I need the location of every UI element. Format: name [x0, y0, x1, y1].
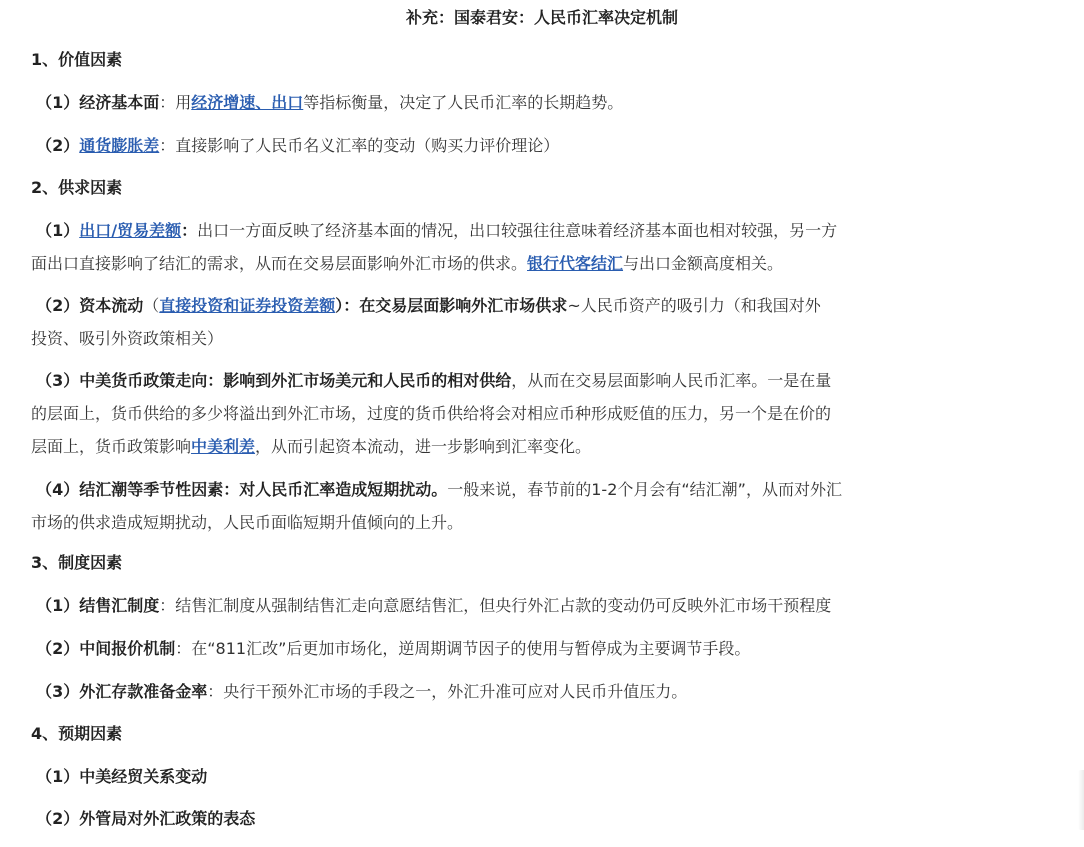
item-text-line2: 投资、吸引外资政策相关） [31, 329, 224, 348]
item-text: 等指标衡量，决定了人民币汇率的长期趋势。 [303, 93, 624, 112]
paragraph-monetary-policy [31, 364, 1057, 463]
item-text-line2: 的层面上，货币供给的多少将溢出到外汇市场，过度的货币供给将会对相应币种形成贬值的压力，另一个是在价的 [31, 404, 832, 423]
item-text-line3a: 层面上，货币政策影响 [31, 437, 192, 456]
item-text-line1: ，从而在交易层面影响人民币汇率。一是在量 [511, 371, 832, 390]
paren-close: ）： [335, 296, 360, 315]
item-number: （3） [36, 682, 80, 701]
section-heading-expectations: 4、预期因素 [31, 724, 123, 743]
paragraph-capital-flows [31, 289, 1057, 355]
paragraph-trade-relations [31, 760, 1057, 793]
item-text-line1: ~人民币资产的吸引力（和我国对外 [567, 296, 821, 315]
item-text-line2: 面出口直接影响了结汇的需求，从而在交易层面影响外汇市场的供求。 [31, 254, 528, 273]
item-number: （3） [36, 371, 80, 390]
item-text-line1: 一般来说，春节前的1-2个月会有“结汇潮”，从而对外汇 [447, 480, 842, 499]
item-text: ：央行干预外汇市场的手段之一，外汇升准可应对人民币升值压力。 [207, 682, 688, 701]
item-heading: 外汇存款准备金率 [79, 682, 208, 701]
paragraph-economic-fundamentals [31, 86, 1057, 119]
item-number: （4） [36, 480, 80, 499]
section-heading-supply-demand: 2、供求因素 [31, 178, 123, 197]
paragraph-inflation-differential [31, 129, 1057, 162]
item-heading: 中美货币政策走向：影响到外汇市场美元和人民币的相对供给 [79, 371, 512, 390]
item-heading: 外管局对外汇政策的表态 [79, 809, 256, 828]
paragraph-safe-policy-statements [31, 802, 1057, 835]
section-heading-value-factors: 1、价值因素 [31, 50, 123, 69]
link-exports-trade-balance[interactable]: 出口/贸易差额 [79, 221, 182, 240]
item-text: ：在“811汇改”后更加市场化，逆周期调节因子的使用与暂停成为主要调节手段。 [175, 639, 751, 658]
item-bold-text: 在交易层面影响外汇市场供求 [359, 296, 568, 315]
item-text-line2: 市场的供求造成短期扰动，人民币面临短期升值倾向的上升。 [31, 513, 464, 532]
item-colon: ：用 [159, 93, 192, 112]
item-number: （2） [36, 296, 80, 315]
paren-open: （ [143, 296, 160, 315]
item-number: （2） [36, 136, 80, 155]
item-number: （2） [36, 639, 80, 658]
item-number: （1） [36, 93, 80, 112]
item-number: （2） [36, 809, 80, 828]
link-us-china-rate-spread[interactable]: 中美利差 [191, 437, 256, 456]
paragraph-exports-trade-balance [31, 214, 1057, 280]
link-fdi-portfolio-balance[interactable]: 直接投资和证券投资差额 [159, 296, 336, 315]
item-heading: 结汇潮等季节性因素：对人民币汇率造成短期扰动。 [79, 480, 448, 499]
item-number: （1） [36, 767, 80, 786]
item-text-line2-end: 与出口金额高度相关。 [623, 254, 784, 273]
item-heading: 结售汇制度 [79, 596, 160, 615]
link-growth-exports[interactable]: 经济增速、出口 [191, 93, 304, 112]
item-number: （1） [36, 221, 80, 240]
item-text: ：直接影响了人民币名义汇率的变动（购买力评价理论） [159, 136, 560, 155]
item-text: ：结售汇制度从强制结售汇走向意愿结售汇，但央行外汇占款的变动仍可反映外汇市场干预程度 [159, 596, 832, 615]
item-text-line1: 出口一方面反映了经济基本面的情况，出口较强往往意味着经济基本面也相对较强，另一方 [197, 221, 838, 240]
link-bank-fx-settlement[interactable]: 银行代客结汇 [527, 254, 624, 273]
page-title: 补充：国泰君安：人民币汇率决定机制 [405, 8, 678, 27]
paragraph-central-parity-mechanism [31, 632, 1057, 665]
item-colon: ： [181, 221, 198, 240]
item-heading: 资本流动 [79, 296, 144, 315]
item-number: （1） [36, 596, 80, 615]
item-heading: 中间报价机制 [79, 639, 176, 658]
scrollbar-edge[interactable] [1078, 770, 1084, 830]
item-text-line3b: ，从而引起资本流动，进一步影响到汇率变化。 [255, 437, 592, 456]
paragraph-seasonal-factors [31, 473, 1057, 539]
section-heading-institutional: 3、制度因素 [31, 553, 123, 572]
paragraph-fx-settlement-system [31, 589, 1057, 622]
item-heading: 经济基本面 [79, 93, 160, 112]
item-heading: 中美经贸关系变动 [79, 767, 208, 786]
paragraph-fx-reserve-ratio [31, 675, 1057, 708]
link-inflation-differential[interactable]: 通货膨胀差 [79, 136, 160, 155]
